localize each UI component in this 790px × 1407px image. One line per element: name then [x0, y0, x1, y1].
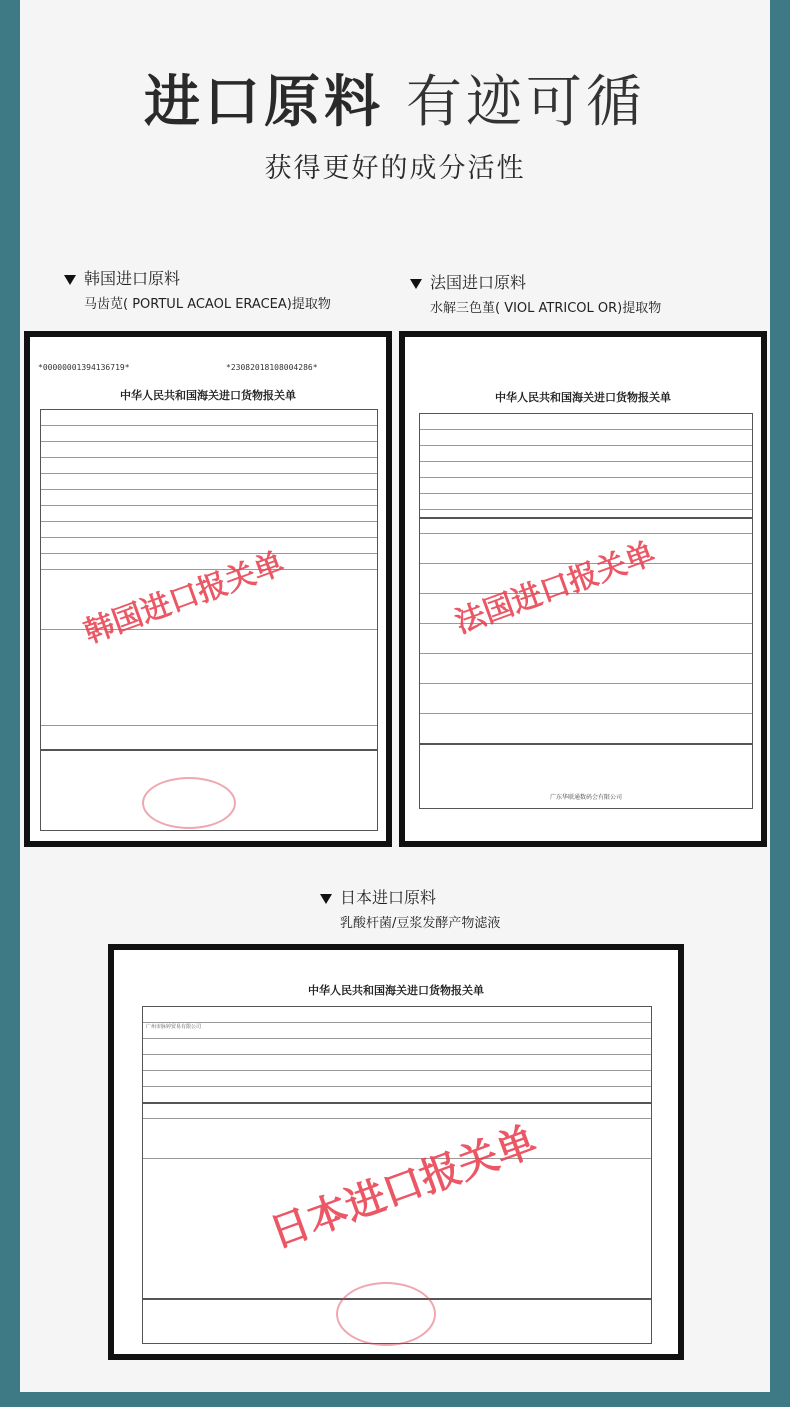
- japan-ingredient: 乳酸杆菌/豆浆发酵产物滤液: [340, 916, 501, 931]
- doc-footer-grid: [419, 743, 753, 809]
- page-title: [0, 58, 790, 138]
- france-stamp: 法国进口报关单: [450, 535, 660, 641]
- japan-label: 日本进口原料 乳酸杆菌/豆浆发酵产物滤液: [320, 885, 500, 931]
- korea-stamp: 韩国进口报关单: [79, 545, 289, 651]
- korea-ingredient: 马齿苋( PORTUL ACAOL ERACEA)提取物: [84, 297, 331, 312]
- customs-seal: [336, 1282, 436, 1346]
- triangle-down-icon: [410, 279, 422, 289]
- triangle-down-icon: [64, 275, 76, 285]
- france-customs-document: [399, 331, 767, 847]
- page-subtitle: 获得更好的成分活性: [264, 153, 526, 184]
- doc-form-grid: [142, 1006, 652, 1104]
- doc-form-grid: [419, 413, 753, 519]
- korea-customs-document: [24, 331, 392, 847]
- title-light: 有迹可循: [406, 70, 646, 135]
- japan-stamp: 日本进口报关单: [263, 1118, 543, 1258]
- customs-seal: [142, 777, 236, 829]
- doc-title: 中华人民共和国海关进口货物报关单: [495, 391, 671, 404]
- company-name: 广东华联通数码会有限公司: [550, 794, 623, 801]
- doc-barcode-right: *23082018108004286*: [226, 363, 318, 372]
- triangle-down-icon: [320, 894, 332, 904]
- title-bold: 进口原料: [144, 70, 384, 135]
- japan-customs-document: [108, 944, 684, 1360]
- doc-title: 中华人民共和国海关进口货物报关单: [308, 984, 484, 997]
- company-name: 广州市脉婷贸易有限公司: [146, 1024, 202, 1030]
- france-ingredient: 水解三色堇( VIOL ATRICOL OR)提取物: [430, 301, 662, 316]
- doc-title: 中华人民共和国海关进口货物报关单: [120, 389, 296, 402]
- france-label: 法国进口原料 水解三色堇( VIOL ATRICOL OR)提取物: [410, 270, 661, 316]
- doc-barcode-left: *00000001394136719*: [38, 363, 130, 372]
- korea-label: 韩国进口原料 马齿苋( PORTUL ACAOL ERACEA)提取物: [64, 266, 331, 312]
